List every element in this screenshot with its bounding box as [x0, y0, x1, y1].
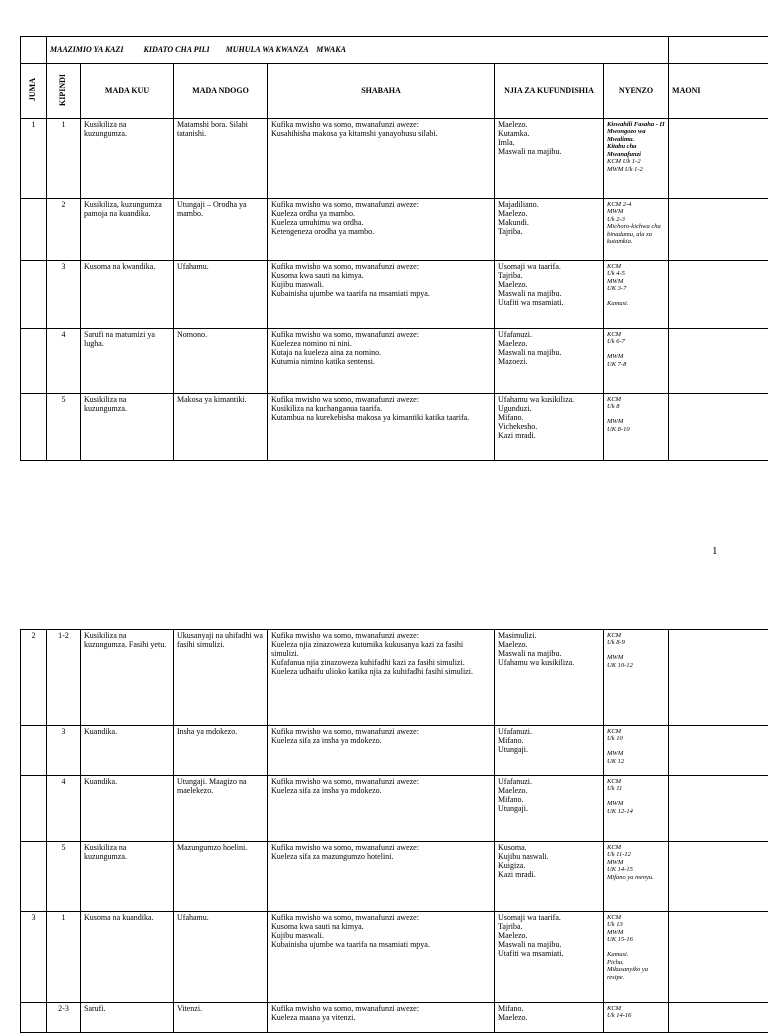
- col-header-nyenzo: NYENZO: [604, 64, 669, 119]
- njia-line: Ufahamu wa kusikiliza.: [498, 659, 600, 668]
- mada-ndogo-value: Insha ya mdokezo.: [177, 727, 237, 736]
- njia-line: Ufahamu wa kusikiliza.: [498, 396, 600, 405]
- shabaha-line: Kueleza sifa za mazungumzo hotelini.: [271, 853, 491, 862]
- nyenzo-line: MWM: [607, 654, 665, 661]
- table-row: [21, 199, 768, 261]
- nyenzo-line: [607, 411, 665, 418]
- njia-line: Maswali na majibu.: [498, 650, 600, 659]
- cell-mada-kuu: [81, 329, 174, 394]
- cell-juma: [21, 630, 47, 726]
- mada-kuu-value: Kuandika.: [84, 727, 117, 736]
- njia-line: Maelezo.: [498, 932, 600, 941]
- njia-line: Kazi mradi.: [498, 871, 600, 880]
- njia-line: Maswali na majibu.: [498, 941, 600, 950]
- cell-shabaha: [268, 199, 495, 261]
- shabaha-line: Kubainisha ujumbe wa taarifa na msamiati mpya.: [271, 290, 491, 299]
- cell-nyenzo: [604, 1003, 669, 1033]
- scheme-of-work-table-page-2: [20, 629, 768, 1033]
- cell-shabaha: [268, 912, 495, 1003]
- table-row: [21, 776, 768, 842]
- cell-mada-kuu: [81, 726, 174, 776]
- table-row: [21, 726, 768, 776]
- cell-maoni: [669, 1003, 768, 1033]
- cell-kipindi: [47, 119, 81, 199]
- cell-mada-kuu: [81, 630, 174, 726]
- juma-value: 3: [32, 913, 36, 922]
- kipindi-value: 4: [62, 330, 66, 339]
- cell-kipindi: [47, 912, 81, 1003]
- nyenzo-line: MWM: [607, 208, 665, 215]
- column-header-row: [21, 64, 768, 119]
- shabaha-line: Kutumia nimino katika sentensi.: [271, 358, 491, 367]
- njia-line: Maelezo.: [498, 210, 600, 219]
- shabaha-line: Kueleza maana ya vitenzi.: [271, 1014, 491, 1023]
- njia-line: Ufafanuzi.: [498, 778, 600, 787]
- cell-juma: [21, 726, 47, 776]
- mada-ndogo-value: Matamshi bora. Silabi tatanishi.: [177, 120, 248, 138]
- cell-mada-ndogo: [174, 199, 268, 261]
- cell-shabaha: [268, 119, 495, 199]
- document-title: [47, 37, 669, 64]
- cell-juma: [21, 1003, 47, 1033]
- njia-line: Kuigiza.: [498, 862, 600, 871]
- table-2-body: [21, 630, 768, 1033]
- shabaha-line: Kueleza udhaifu ulioko katika njia za kuhifadhi fasihi simulizi.: [271, 668, 491, 677]
- shabaha-line: Kueleza njia zinazoweza kutumika kukusanya kazi za fasihi simulizi.: [271, 641, 491, 659]
- cell-kipindi: [47, 630, 81, 726]
- cell-mada-kuu: [81, 912, 174, 1003]
- mada-ndogo-value: Ukusanyaji na uhifadhi wa fasihi simulizi.: [177, 631, 263, 649]
- njia-line: Mifano.: [498, 414, 600, 423]
- shabaha-line: Ketengeneza orodha ya mambo.: [271, 228, 491, 237]
- shabaha-line: Kueleza umuhimu wa ordha.: [271, 219, 491, 228]
- cell-njia: [495, 1003, 604, 1033]
- mada-kuu-value: Kusikiliza na kuzungumza.: [84, 395, 127, 413]
- cell-maoni: [669, 394, 768, 461]
- njia-line: Maelezo.: [498, 1014, 600, 1023]
- nyenzo-line: MWM: [607, 353, 665, 360]
- cell-shabaha: [268, 261, 495, 329]
- nyenzo-line: Kitabu cha Mwanafunzi: [607, 143, 665, 158]
- nyenzo-line: [607, 793, 665, 800]
- shabaha-line: Kufika mwisho wa somo, mwanafunzi aweze:: [271, 121, 491, 130]
- njia-line: Maswali na majibu.: [498, 290, 600, 299]
- kipindi-value: 4: [62, 777, 66, 786]
- nyenzo-line: UK 8-10: [607, 426, 665, 433]
- nyenzo-line: MWM: [607, 418, 665, 425]
- cell-nyenzo: [604, 261, 669, 329]
- cell-maoni: [669, 630, 768, 726]
- mada-kuu-value: Kusikiliza, kuzungumza pamoja na kuandika.: [84, 200, 162, 218]
- njia-line: Tajriba.: [498, 228, 600, 237]
- shabaha-line: Kufika mwisho wa somo, mwanafunzi aweze:: [271, 201, 491, 210]
- shabaha-line: Kufika mwisho wa somo, mwanafunzi aweze:: [271, 844, 491, 853]
- cell-maoni: [669, 842, 768, 912]
- mada-ndogo-value: Utungaji. Maagizo na maelekezo.: [177, 777, 247, 795]
- col-header-njia: NJIA ZA KUFUNDISHIA: [495, 64, 604, 119]
- cell-mada-kuu: [81, 261, 174, 329]
- nyenzo-line: UK 15-16: [607, 936, 665, 943]
- nyenzo-line: UK 7-8: [607, 361, 665, 368]
- cell-nyenzo: [604, 119, 669, 199]
- nyenzo-line: Kamusi.: [607, 300, 665, 307]
- mada-ndogo-value: Ufahamu.: [177, 913, 209, 922]
- cell-kipindi: [47, 261, 81, 329]
- cell-mada-ndogo: [174, 1003, 268, 1033]
- kipindi-value: 3: [62, 262, 66, 271]
- cell-maoni: [669, 726, 768, 776]
- shabaha-line: Kueleza sifa za insha ya mdokezo.: [271, 737, 491, 746]
- njia-line: Majadiliano.: [498, 201, 600, 210]
- cell-nyenzo: [604, 776, 669, 842]
- table-row: [21, 119, 768, 199]
- cell-nyenzo: [604, 394, 669, 461]
- njia-line: Ugunduzi.: [498, 405, 600, 414]
- nyenzo-line: [607, 647, 665, 654]
- title-empty-cell: [21, 37, 47, 64]
- cell-shabaha: [268, 394, 495, 461]
- kipindi-value: 2-3: [58, 1004, 69, 1013]
- col-header-mada-ndogo: MADA NDOGO: [174, 64, 268, 119]
- njia-line: Utafiti wa msamiati.: [498, 950, 600, 959]
- shabaha-line: Kufika mwisho wa somo, mwanafunzi aweze:: [271, 331, 491, 340]
- shabaha-line: Kujibu maswali.: [271, 932, 491, 941]
- njia-line: Kujibu naswali.: [498, 853, 600, 862]
- mada-ndogo-value: Makosa ya kimantiki.: [177, 395, 247, 404]
- njia-line: Imla.: [498, 139, 600, 148]
- njia-line: Utungaji.: [498, 805, 600, 814]
- njia-line: Maelezo.: [498, 641, 600, 650]
- nyenzo-line: Uk 13: [607, 921, 665, 928]
- cell-mada-ndogo: [174, 776, 268, 842]
- nyenzo-line: MWM: [607, 750, 665, 757]
- mada-ndogo-value: Mazungumzo hoelini.: [177, 843, 247, 852]
- table-row: [21, 1003, 768, 1033]
- kipindi-value: 5: [62, 395, 66, 404]
- njia-line: Usomaji wa taarifa.: [498, 263, 600, 272]
- nyenzo-line: Mikusanyiko ya resipe.: [607, 966, 665, 981]
- shabaha-line: Kujibu maswali.: [271, 281, 491, 290]
- table-row: [21, 912, 768, 1003]
- nyenzo-line: Mifano ya menyu.: [607, 874, 665, 881]
- cell-mada-ndogo: [174, 261, 268, 329]
- nyenzo-line: Uk 2-3: [607, 216, 665, 223]
- njia-line: Tajriba.: [498, 923, 600, 932]
- shabaha-line: Kutambua na kurekebisha makosa ya kimantiki katika taarifa.: [271, 414, 491, 423]
- cell-juma: [21, 329, 47, 394]
- njia-line: Ufafanuzi.: [498, 331, 600, 340]
- cell-kipindi: [47, 842, 81, 912]
- cell-shabaha: [268, 329, 495, 394]
- kipindi-value: 1: [62, 913, 66, 922]
- page-number: 1: [712, 545, 718, 557]
- njia-line: Usomaji wa taarifa.: [498, 914, 600, 923]
- njia-line: Kusoma.: [498, 844, 600, 853]
- nyenzo-line: MWM Uk 1-2: [607, 166, 665, 173]
- title-empty-cell-right: [669, 37, 768, 64]
- mada-kuu-value: Kusikiliza na kuzungumza. Fasihi yetu.: [84, 631, 166, 649]
- col-header-mada-kuu: MADA KUU: [81, 64, 174, 119]
- cell-mada-kuu: [81, 119, 174, 199]
- cell-juma: [21, 776, 47, 842]
- cell-kipindi: [47, 776, 81, 842]
- table-1-body: [21, 119, 768, 461]
- nyenzo-line: KCM: [607, 844, 665, 851]
- njia-line: Ufafanuzi.: [498, 728, 600, 737]
- juma-value: 2: [32, 631, 36, 640]
- scheme-of-work-table-page-1: [20, 36, 768, 461]
- nyenzo-line: KCM: [607, 914, 665, 921]
- nyenzo-line: MWM: [607, 800, 665, 807]
- cell-mada-kuu: [81, 1003, 174, 1033]
- cell-maoni: [669, 119, 768, 199]
- cell-njia: [495, 776, 604, 842]
- cell-juma: [21, 912, 47, 1003]
- shabaha-line: Kusahihisha makosa ya kitamshi yanayohusu silabi.: [271, 130, 491, 139]
- cell-njia: [495, 261, 604, 329]
- nyenzo-line: Uk 8: [607, 403, 665, 410]
- njia-line: Mifano.: [498, 796, 600, 805]
- nyenzo-line: Picha.: [607, 959, 665, 966]
- nyenzo-line: MWM: [607, 859, 665, 866]
- njia-line: Maelezo.: [498, 340, 600, 349]
- nyenzo-line: KCM: [607, 778, 665, 785]
- cell-juma: [21, 394, 47, 461]
- cell-shabaha: [268, 776, 495, 842]
- njia-line: Kutamka.: [498, 130, 600, 139]
- col-header-kipindi: KIPINDI: [47, 64, 81, 119]
- mada-ndogo-value: Vitenzi.: [177, 1004, 202, 1013]
- shabaha-line: Kufafanua njia zinazoweza kuhifadhi kazi za fasihi simulizi.: [271, 659, 491, 668]
- shabaha-line: Kueleza ordha ya mambo.: [271, 210, 491, 219]
- cell-nyenzo: [604, 912, 669, 1003]
- nyenzo-line: UK 12-14: [607, 808, 665, 815]
- nyenzo-line: Uk 10: [607, 735, 665, 742]
- col-header-juma: JUMA: [21, 64, 47, 119]
- nyenzo-line: [607, 743, 665, 750]
- cell-mada-kuu: [81, 842, 174, 912]
- mada-ndogo-value: Ufahamu.: [177, 262, 209, 271]
- shabaha-line: Kufika mwisho wa somo, mwanafunzi aweze:: [271, 263, 491, 272]
- cell-mada-kuu: [81, 394, 174, 461]
- nyenzo-line: Mwongozo wa Mwalimu.: [607, 128, 665, 143]
- cell-mada-kuu: [81, 199, 174, 261]
- shabaha-line: Kufika mwisho wa somo, mwanafunzi aweze:: [271, 396, 491, 405]
- cell-mada-ndogo: [174, 630, 268, 726]
- cell-njia: [495, 912, 604, 1003]
- mada-kuu-value: Kusoma na kwandika.: [84, 262, 155, 271]
- cell-nyenzo: [604, 726, 669, 776]
- cell-nyenzo: [604, 842, 669, 912]
- nyenzo-line: UK 14-15: [607, 866, 665, 873]
- nyenzo-line: UK 12: [607, 758, 665, 765]
- cell-njia: [495, 394, 604, 461]
- njia-line: Mifano.: [498, 1005, 600, 1014]
- cell-mada-ndogo: [174, 842, 268, 912]
- cell-maoni: [669, 199, 768, 261]
- title-row: [21, 37, 768, 64]
- cell-mada-ndogo: [174, 329, 268, 394]
- nyenzo-line: Kamusi.: [607, 951, 665, 958]
- cell-shabaha: [268, 726, 495, 776]
- mada-ndogo-value: Nomono.: [177, 330, 207, 339]
- cell-mada-ndogo: [174, 119, 268, 199]
- nyenzo-line: KCM: [607, 263, 665, 270]
- nyenzo-line: Uk 11-12: [607, 851, 665, 858]
- kipindi-value: 2: [62, 200, 66, 209]
- nyenzo-line: UK 10-12: [607, 662, 665, 669]
- cell-nyenzo: [604, 630, 669, 726]
- nyenzo-line: [607, 346, 665, 353]
- nyenzo-line: Michoro-kichwa cha binadamu, ala za kutamkia.: [607, 223, 665, 245]
- nyenzo-line: [607, 293, 665, 300]
- cell-juma: [21, 199, 47, 261]
- shabaha-line: Kuelezea nomino ni nini.: [271, 340, 491, 349]
- njia-line: Vichekesho.: [498, 423, 600, 432]
- mada-kuu-value: Kusikiliza na kuzungumza.: [84, 120, 127, 138]
- col-header-shabaha: SHABAHA: [268, 64, 495, 119]
- mada-kuu-value: Sarufi.: [84, 1004, 106, 1013]
- table-row: [21, 630, 768, 726]
- shabaha-line: Kufika mwisho wa somo, mwanafunzi aweze:: [271, 914, 491, 923]
- shabaha-line: Kubainisha ujumbe wa taarifa na msamiati mpya.: [271, 941, 491, 950]
- kipindi-value: 3: [62, 727, 66, 736]
- njia-line: Maelezo.: [498, 787, 600, 796]
- shabaha-line: Kusikiliza na kuchanganua taarifa.: [271, 405, 491, 414]
- njia-line: Kazi mradi.: [498, 432, 600, 441]
- njia-line: Maswali na majibu.: [498, 148, 600, 157]
- njia-line: Maswali na majibu.: [498, 349, 600, 358]
- table-row: [21, 842, 768, 912]
- nyenzo-line: KCM: [607, 728, 665, 735]
- nyenzo-line: KCM Uk 1-2: [607, 158, 665, 165]
- cell-maoni: [669, 261, 768, 329]
- cell-mada-ndogo: [174, 726, 268, 776]
- col-header-maoni: MAONI: [669, 64, 768, 119]
- cell-njia: [495, 842, 604, 912]
- shabaha-line: Kufika mwisho wa somo, mwanafunzi aweze:: [271, 778, 491, 787]
- njia-line: Utafiti wa msamiati.: [498, 299, 600, 308]
- shabaha-line: Kusoma kwa sauti na kimya.: [271, 272, 491, 281]
- nyenzo-line: Uk 4-5: [607, 270, 665, 277]
- shabaha-line: Kufika mwisho wa somo, mwanafunzi aweze:: [271, 632, 491, 641]
- cell-shabaha: [268, 1003, 495, 1033]
- cell-njia: [495, 726, 604, 776]
- nyenzo-line: MWM: [607, 929, 665, 936]
- cell-maoni: [669, 776, 768, 842]
- shabaha-line: Kusoma kwa sauti na kimya.: [271, 923, 491, 932]
- cell-juma: [21, 119, 47, 199]
- cell-shabaha: [268, 842, 495, 912]
- njia-line: Makundi.: [498, 219, 600, 228]
- nyenzo-line: KCM: [607, 632, 665, 639]
- cell-shabaha: [268, 630, 495, 726]
- nyenzo-line: Uk 6-7: [607, 338, 665, 345]
- njia-line: Tajriba.: [498, 272, 600, 281]
- cell-kipindi: [47, 329, 81, 394]
- kipindi-value: 1: [62, 120, 66, 129]
- cell-juma: [21, 261, 47, 329]
- cell-maoni: [669, 912, 768, 1003]
- njia-line: Mifano.: [498, 737, 600, 746]
- nyenzo-line: KCM 2-4: [607, 201, 665, 208]
- nyenzo-line: KCM: [607, 396, 665, 403]
- cell-njia: [495, 630, 604, 726]
- cell-njia: [495, 329, 604, 394]
- njia-line: Maelezo.: [498, 281, 600, 290]
- mada-ndogo-value: Utungaji – Orodha ya mambo.: [177, 200, 247, 218]
- njia-line: Maelezo.: [498, 121, 600, 130]
- shabaha-line: Kufika mwisho wa somo, mwanafunzi aweze:: [271, 728, 491, 737]
- cell-nyenzo: [604, 329, 669, 394]
- shabaha-line: Kufika mwisho wa somo, mwanafunzi aweze:: [271, 1005, 491, 1014]
- kipindi-value: 1-2: [58, 631, 69, 640]
- cell-juma: [21, 842, 47, 912]
- nyenzo-line: Uk 11: [607, 785, 665, 792]
- cell-kipindi: [47, 394, 81, 461]
- njia-line: Mazoezi.: [498, 358, 600, 367]
- mada-kuu-value: Kusoma na kuandika.: [84, 913, 154, 922]
- juma-value: 1: [32, 120, 36, 129]
- table-row: [21, 329, 768, 394]
- nyenzo-line: Uk 14-16: [607, 1012, 665, 1019]
- cell-mada-ndogo: [174, 394, 268, 461]
- cell-njia: [495, 199, 604, 261]
- table-row: [21, 394, 768, 461]
- cell-mada-ndogo: [174, 912, 268, 1003]
- cell-maoni: [669, 329, 768, 394]
- cell-mada-kuu: [81, 776, 174, 842]
- nyenzo-line: MWM: [607, 278, 665, 285]
- nyenzo-line: Uk 8-9: [607, 639, 665, 646]
- njia-line: Masimulizi.: [498, 632, 600, 641]
- nyenzo-line: Kiswahili Fasaha - II: [607, 121, 665, 128]
- cell-kipindi: [47, 1003, 81, 1033]
- table-row: [21, 261, 768, 329]
- nyenzo-line: [607, 944, 665, 951]
- document-title-text: MAAZIMIO YA KAZI KIDATO CHA PILI MUHULA WA KWANZA MWAKA: [50, 45, 346, 54]
- mada-kuu-value: Kusikiliza na kuzungumza.: [84, 843, 127, 861]
- mada-kuu-value: Kuandika.: [84, 777, 117, 786]
- mada-kuu-value: Sarufi na matumizi ya lugha.: [84, 330, 155, 348]
- cell-kipindi: [47, 726, 81, 776]
- nyenzo-line: KCM: [607, 331, 665, 338]
- kipindi-value: 5: [62, 843, 66, 852]
- cell-kipindi: [47, 199, 81, 261]
- nyenzo-line: KCM: [607, 1005, 665, 1012]
- cell-njia: [495, 119, 604, 199]
- shabaha-line: Kueleza sifa za insha ya mdokezo.: [271, 787, 491, 796]
- nyenzo-line: UK 3-7: [607, 285, 665, 292]
- cell-nyenzo: [604, 199, 669, 261]
- shabaha-line: Kutaja na kueleza aina za nomino.: [271, 349, 491, 358]
- njia-line: Utungaji.: [498, 746, 600, 755]
